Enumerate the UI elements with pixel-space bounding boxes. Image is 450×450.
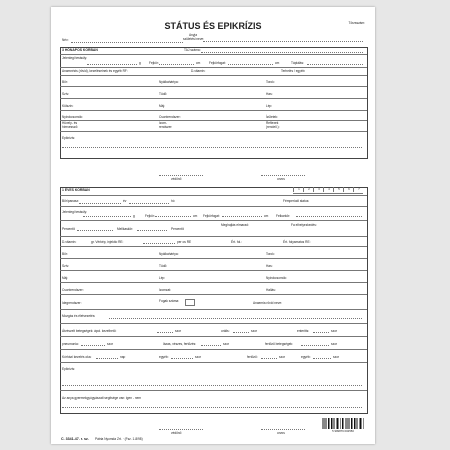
s2-enteritis-label: enteritis:: [297, 329, 310, 333]
s1-lung: Tüdő:: [159, 92, 168, 96]
form-page: [51, 7, 375, 444]
anamnesis-label: Anamnézis (rövid), kezeléseinek és egyéb RF:: [62, 69, 128, 73]
s2-infect-line[interactable]: [301, 345, 329, 346]
s2-other-unit: szor: [195, 355, 202, 359]
s2-position-label: Fa elhelyezkedés:: [291, 223, 317, 227]
dvitamin-label: D-vitamin:: [191, 69, 206, 73]
s2-weight-unit: g: [133, 214, 135, 218]
s2-lung: Tüdő:: [159, 264, 168, 268]
mother-label: Anyja: [189, 33, 197, 37]
section-1-year-heading: 1 ÉVES KORBAN: [62, 188, 90, 192]
s2-oral-unit: szor: [251, 329, 258, 333]
head-line[interactable]: [159, 64, 194, 65]
s2-bend-label: Meghajlás elmarad:: [221, 223, 249, 227]
score-box-3[interactable]: 3: [313, 187, 324, 192]
s2-illness-label: Átvészelt betegségek: ápol. kezelhető:: [62, 329, 117, 333]
barcode-number: 5 999876 002550: [332, 429, 354, 433]
divider: [60, 362, 367, 363]
s2-oral-label: orális:: [221, 329, 230, 333]
s2-liver: Máj:: [62, 276, 69, 280]
section-1-year: [60, 187, 368, 414]
s2-lymph: Nyirokcsomók:: [266, 276, 287, 280]
weight-line[interactable]: [87, 64, 137, 65]
s2-oral-line[interactable]: [233, 332, 249, 333]
s2-spleen: Lép:: [159, 276, 166, 280]
score-box-4[interactable]: 4: [323, 187, 334, 192]
registry-number-label: Törzsszám:: [348, 21, 365, 25]
s2-pneumonia-unit: szor: [107, 342, 114, 346]
s1-muscle-sub: rendszer:: [159, 125, 173, 129]
s2-infect-label: fertőző betegségek:: [265, 342, 293, 346]
s2-mucosa: Nyálkahártya:: [159, 252, 179, 256]
s1-throat: Torok:: [266, 80, 275, 84]
score-box-6[interactable]: 6: [343, 187, 354, 192]
divider: [60, 195, 367, 196]
divider: [60, 98, 367, 99]
s2-motion-line[interactable]: [109, 318, 362, 319]
divider: [60, 258, 367, 259]
s2-percentile-line[interactable]: [77, 230, 113, 231]
s2-headcirc-line[interactable]: [222, 216, 262, 217]
s2-arm-line[interactable]: [296, 216, 362, 217]
s2-hearing: Hallás:: [266, 288, 276, 292]
s2-infectious-unit: szor: [279, 355, 286, 359]
s1-abdomen: Has:: [266, 92, 273, 96]
s2-head-label: Fejkör:: [145, 214, 155, 218]
s1-epicrisis: Epikrízis:: [62, 136, 75, 140]
s2-skin: Bőr:: [62, 252, 68, 256]
s1-epicrisis-line[interactable]: [62, 147, 362, 148]
score-box-2[interactable]: 2: [303, 187, 314, 192]
headcirc-label: Fejkörfogat:: [209, 61, 226, 65]
divider: [60, 131, 367, 132]
s2-nurse-label: védőnő: [171, 431, 182, 435]
divider: [60, 336, 367, 337]
weight-unit: g: [139, 61, 141, 65]
divider: [60, 110, 367, 111]
divider: [60, 323, 367, 324]
s2-throat: Torok:: [266, 252, 275, 256]
feeding-label: Táplálás:: [291, 61, 304, 65]
divider: [60, 220, 367, 221]
s2-mother-help: Az anya gyermekgyógyászati segítsége van: igen - nem: [62, 396, 142, 400]
s2-head-line[interactable]: [155, 216, 191, 217]
s2-nurse-sign-line[interactable]: [159, 429, 203, 430]
s1-spleen: Lép:: [266, 104, 273, 108]
s1-genital-sub: hímvessző:: [62, 125, 79, 129]
s1-doctor-sign-line[interactable]: [261, 175, 305, 176]
divider: [60, 390, 367, 391]
s2-illness-line[interactable]: [157, 332, 173, 333]
s2-status-label: Fémperiodi status:: [283, 199, 310, 203]
s2-fever-line[interactable]: [201, 345, 221, 346]
section-3-months-heading: 3 HÓNAPOS KORBAN: [62, 48, 98, 52]
s2-head-unit: cm: [193, 214, 198, 218]
current-weight-label: Jelenlegi testsúly:: [62, 56, 88, 60]
s1-genital: Hüvely- és: [62, 121, 78, 125]
s2-epicrisis: Epikrízis:: [62, 367, 75, 371]
divider: [60, 282, 367, 283]
s2-fever-unit: szor: [223, 342, 230, 346]
s2-infect-unit: szor: [331, 342, 338, 346]
mother-name-line[interactable]: [203, 41, 363, 42]
s2-heart: Szív:: [62, 264, 70, 268]
divider: [60, 236, 367, 237]
s1-skin: Bőr:: [62, 80, 68, 84]
head-unit: cm: [196, 61, 201, 65]
s2-month-line[interactable]: [129, 203, 169, 204]
s2-infectious-label: fertőző:: [247, 355, 258, 359]
s2-weight-label: Jelenlegi testsúly:: [62, 210, 88, 214]
s2-anaemia: Anaemia rövid neve:: [253, 301, 283, 305]
score-box-5[interactable]: 5: [333, 187, 344, 192]
s2-other2-unit: szor: [333, 355, 340, 359]
load-label: Terhelés / egyéb:: [281, 69, 306, 73]
s2-peros-label: per os RE: [177, 240, 192, 244]
divider: [60, 75, 367, 76]
s1-external: Külszín:: [62, 104, 74, 108]
s2-other-label: egyéb:: [159, 355, 169, 359]
mother-sublabel: születési neve:: [183, 37, 205, 41]
feeding-line[interactable]: [307, 64, 363, 65]
s2-teeth: Fogak száma:: [159, 299, 180, 303]
s2-weight-line[interactable]: [83, 216, 131, 217]
score-box-1[interactable]: 1: [293, 187, 304, 192]
s1-muscle: Izom-: [159, 121, 167, 125]
form-title: STÁTUS ÉS EPIKRÍZIS: [164, 21, 262, 31]
s2-inj-label: gr. Vérkép, injektio RE:: [91, 240, 124, 244]
headcirc-line[interactable]: [228, 64, 273, 65]
headcirc-unit: cm: [275, 61, 280, 65]
divider: [60, 67, 367, 68]
name-line[interactable]: [71, 42, 183, 43]
s2-percentile2-label: Percentil:: [171, 227, 185, 231]
s2-ert-label: Ért. fol.:: [231, 240, 242, 244]
s2-ert2-label: Ért. folyamatos RE:: [283, 240, 311, 244]
s2-percentile-label: Percentil:: [62, 227, 76, 231]
s2-hospital-label: Kórházi kezelés oka:: [62, 355, 92, 359]
s2-headcirc-unit: cm: [264, 214, 269, 218]
s2-bone: Csontrendszer:: [62, 288, 84, 292]
s2-motion-label: Mozgás és életvezetés:: [62, 314, 96, 318]
s1-lymph: Nyirokcsomók:: [62, 115, 83, 119]
score-box-7[interactable]: 7: [353, 187, 364, 192]
s1-nurse-label: védőnő: [171, 177, 182, 181]
s2-fever-label: lázas, vészes, fertőzés:: [163, 342, 197, 346]
s2-other2-label: egyéb:: [301, 355, 311, 359]
s2-enteritis-line[interactable]: [313, 332, 329, 333]
taj-label: TAJ száma:: [184, 48, 201, 52]
s2-hospital-unit: nap: [120, 355, 126, 359]
s1-heart: Szív:: [62, 92, 70, 96]
barcode-image: [322, 418, 364, 429]
s2-other-line[interactable]: [171, 358, 193, 359]
s1-bone: Csontrendszer:: [159, 115, 181, 119]
s2-doctor-label: orvos: [277, 431, 285, 435]
printer-note: Pátria Nyomda Zrt. · (Fsz. 1-8/98): [95, 437, 143, 441]
s2-inj-line[interactable]: [143, 243, 175, 244]
s2-year-unit: év: [123, 199, 127, 203]
s1-joints: Ízületek:: [266, 115, 278, 119]
s2-muscles: Izomzat:: [159, 288, 172, 292]
s2-chest-line[interactable]: [137, 230, 167, 231]
s1-reflex-sub: (rendell.):: [266, 125, 280, 129]
name-label: Név:: [62, 38, 69, 42]
s2-infectious-line[interactable]: [261, 358, 277, 359]
s2-headcirc-label: Fejkörfogat:: [203, 214, 220, 218]
divider: [60, 349, 367, 350]
s2-extra-line[interactable]: [62, 407, 362, 408]
taj-line[interactable]: [201, 52, 363, 53]
s2-arm-label: Felkarkör:: [276, 214, 291, 218]
divider: [60, 309, 367, 310]
s2-dvitamin-label: D-vitamin:: [62, 240, 77, 244]
score-boxes: [293, 187, 363, 194]
s2-pneumonia-label: pneumonia:: [62, 342, 79, 346]
s1-liver: Máj:: [159, 104, 166, 108]
s2-chest-label: Mellkaskör:: [117, 227, 134, 231]
divider: [60, 294, 367, 295]
divider: [60, 86, 367, 87]
s1-mucosa: Nyálkahártya:: [159, 80, 179, 84]
s2-age-label: Bőr/panasz:: [62, 199, 80, 203]
s2-epicrisis-line[interactable]: [62, 385, 362, 386]
s2-nervous: Idegrendszer:: [62, 301, 82, 305]
s2-hospital-line[interactable]: [96, 358, 118, 359]
divider: [60, 120, 367, 121]
s2-other2-line[interactable]: [313, 358, 331, 359]
form-code: C. 3341-47. r. sz.: [61, 437, 89, 441]
s2-teeth-box[interactable]: [185, 299, 195, 306]
s2-pneumonia-line[interactable]: [81, 345, 105, 346]
s2-abdomen: Has:: [266, 264, 273, 268]
divider: [60, 270, 367, 271]
s2-month-unit: hó: [171, 199, 175, 203]
s2-enteritis-unit: szor: [331, 329, 338, 333]
divider: [60, 54, 367, 55]
s2-doctor-sign-line[interactable]: [261, 429, 305, 430]
s1-doctor-label: orvos: [277, 177, 285, 181]
head-label: Fejkör:: [149, 61, 159, 65]
divider: [60, 246, 367, 247]
s1-reflex: Reflexek: [266, 121, 279, 125]
s2-illness-unit: szor: [175, 329, 182, 333]
s1-nurse-sign-line[interactable]: [159, 175, 203, 176]
divider: [60, 206, 367, 207]
s2-age-line[interactable]: [79, 203, 121, 204]
